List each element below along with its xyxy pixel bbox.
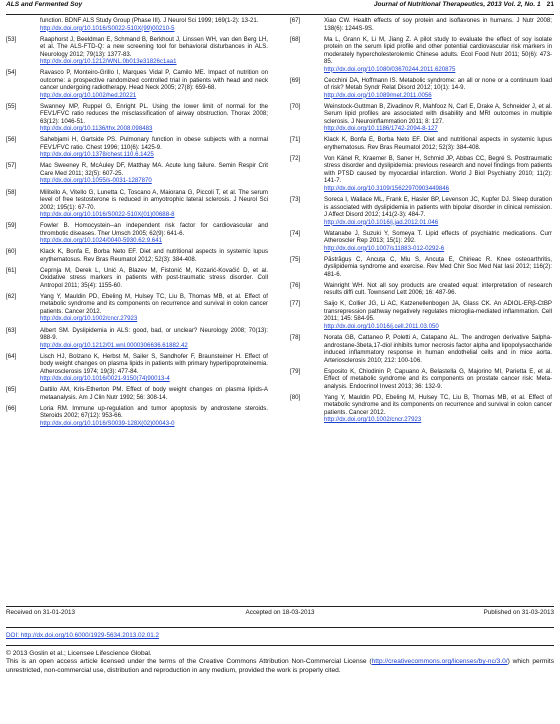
- reference-item: [290, 256, 552, 279]
- reference-text: Xiao CW. Health effects of soy protein and isoflavones in humans. J Nutr 2008; 138(6): 1244S-9S.: [324, 17, 552, 32]
- reference-number: [72]: [290, 154, 301, 162]
- reference-doi-link[interactable]: http://dx.doi.org/10.1378/chest.110.6.1425: [40, 151, 154, 159]
- reference-doi-link[interactable]: http://dx.doi.org/10.1016/j.jad.2012.01.046: [324, 218, 439, 226]
- reference-doi-link[interactable]: http://dx.doi.org/10.1002/hed.20221: [40, 91, 137, 99]
- reference-body: [40, 36, 268, 66]
- published-date: Published on 31-03-2013: [483, 609, 554, 616]
- reference-number: [65]: [6, 386, 17, 394]
- reference-number: [63]: [6, 326, 17, 334]
- reference-doi-link[interactable]: http://dx.doi.org/10.1016/0021-9150(74)90013-4: [40, 375, 170, 383]
- running-header: [6, 1, 554, 15]
- reference-text: Sahebjami H, Gartside PS. Pulmonary function in obese subjects with a normal FEV1/FVC ratio. Chest 1996; 110(6): 1425-9.: [40, 136, 268, 151]
- reference-item: [290, 230, 552, 253]
- reference-text: Păstrăguș C, Ancuța C, Miu S, Ancuța E, Chirieac R. Knee osteoarthritis, dyslipidemia syndrome and exercise. Rev Med Chir Soc Med Nat Iasi 2012; 116(2): 481-6.: [324, 255, 552, 278]
- reference-body: [324, 77, 552, 100]
- reference-text: Watanabe J, Suzuki Y, Someya T. Lipid effects of psychiatric medications. Curr Atheroscler Rep 2013; 15(1): 292.: [324, 229, 552, 245]
- reference-number: [61]: [6, 266, 17, 274]
- reference-text: Ma L, Grann K, Li M, Jiang Z. A pilot study to evaluate the effect of soy isolate protein on the serum lipid profile and other potential cardiovascular risk markers in moderately hypercholesterolemic Chinese adults. Ecol Food Nutr 2011; 50(6): 473-85.: [324, 35, 552, 66]
- reference-text: Ravasco P, Monteiro-Grillo I, Marques Vidal P, Camilo ME. Impact of nutrition on outcome: a prospective randomized controlled trial in patients with head and neck cancer undergoing radiotherapy. Head Neck 2005; 27(8): 659-68.: [40, 69, 268, 92]
- reference-number: [57]: [6, 162, 17, 170]
- reference-doi-link[interactable]: http://dx.doi.org/10.1016/S0022-510X(01)00688-8: [40, 211, 175, 219]
- reference-doi-link[interactable]: http://dx.doi.org/10.1186/1742-2094-8-127: [324, 125, 438, 133]
- reference-doi-link[interactable]: http://dx.doi.org/10.1007/s11883-012-0292-6: [324, 244, 445, 252]
- reference-text: Klack K, Bonfa E, Borba Neto EF. Diet and nutritional aspects in systemic lupus erythematosus. Rev Bras Reumatol 2012; 52(3): 384-408.: [40, 248, 268, 263]
- reference-body: [40, 405, 268, 428]
- reference-number: [53]: [6, 35, 17, 43]
- reference-text: Yang Y, Mauldin PD, Ebeling M, Hulsey TC, Liu B, Thomas MB, et al. Effect of metabolic syndrome and its components on recurrence and survival in colon cancer patients. Cancer 2012.: [324, 393, 552, 416]
- reference-body: [40, 386, 268, 401]
- reference-doi-link[interactable]: http://dx.doi.org/10.1016/S0022-510X(99)00210-5: [40, 24, 175, 32]
- reference-body: [324, 256, 552, 279]
- reference-item: [6, 405, 268, 428]
- reference-body: [324, 230, 552, 253]
- reference-item: [290, 17, 552, 32]
- reference-item: [6, 267, 268, 290]
- reference-number: [66]: [6, 404, 17, 412]
- reference-body: [324, 282, 552, 297]
- reference-text: Klack K, Bonfa E, Borba Neto EF. Diet and nutritional aspects in systemic lupus erythematosus. Rev Bras Reumatol 2012; 52(3): 384-408.: [324, 136, 552, 151]
- reference-text: Militello A, Vitello G, Lunetta C, Toscano A, Maiorana G, Piccoli T, et al. The serum level of free testosterone is reduced in amyotrophic lateral sclerosis. J Neurol Sci 2002; 195(1): 67-70.: [40, 188, 268, 211]
- reference-number: [60]: [6, 248, 17, 256]
- article-dates: [6, 609, 554, 616]
- reference-item: [6, 293, 268, 323]
- reference-doi-link[interactable]: http://dx.doi.org/10.3109/15622970903449846: [324, 184, 450, 192]
- header-journal-info: [374, 1, 554, 14]
- reference-number: [67]: [290, 17, 301, 24]
- reference-doi-link[interactable]: http://dx.doi.org/10.1212/01.wnl.0000306636.61882.42: [40, 341, 188, 349]
- reference-doi-link[interactable]: http://dx.doi.org/10.1016/S0039-128X(02)00043-0: [40, 419, 175, 427]
- reference-body: [40, 69, 268, 99]
- reference-body: [324, 368, 552, 391]
- reference-body: [40, 162, 268, 185]
- divider: [6, 627, 554, 628]
- reference-number: [59]: [6, 222, 17, 230]
- reference-body: [324, 17, 552, 32]
- license-text-start: This is an open access article licensed under the terms of the Creative Commons Attribution Non-Commercial License (: [6, 658, 372, 666]
- reference-body: [324, 300, 552, 330]
- reference-number: [80]: [290, 393, 301, 401]
- reference-text: Weinstock-Guttman B, Zivadinov R, Mahfooz N, Carl E, Drake A, Schneider J, et al. Serum lipid profiles are associated with disability and MRI outcomes in multiple sclerosis. J Neuroinflammation 2011; 8: 127.: [324, 102, 552, 125]
- reference-text: Esposito K, Chiodinin P, Capuano A, Belastella G, Majorino MI, Parietta E, et al. Effect of metabolic syndrome and its components on prostate cancer risk: Meta-analysis. Endocrinol Invest 2013; 36: 132-9.: [324, 367, 552, 390]
- reference-item: [6, 248, 268, 263]
- received-date: Received on 31-01-2013: [6, 609, 75, 616]
- license-link[interactable]: http://creativecommons.org/licenses/by-nc/3.0/: [371, 658, 508, 666]
- reference-item: [6, 69, 268, 99]
- header-short-title: ALS and Fermented Soy: [6, 1, 83, 8]
- reference-body: [324, 155, 552, 193]
- reference-text: Fowler B. Homocystein--an independent risk factor for cardiovascular and thrombotic diseases. Ther Umsch 2005; 62(9): 641-6.: [40, 222, 268, 237]
- reference-text: Von Känel R, Kraemer B, Saner H, Schmid JP, Abbas CC, Begré S. Posttraumatic stress disorder and dyslipidemia: previous research and novel findings from patients with PTSD caused by myocardial infarction. World J Biol Psychiatry 2010; 11(2): 141-7.: [324, 154, 552, 185]
- reference-column-right: [290, 17, 552, 427]
- doi-link[interactable]: DOI: http://dx.doi.org/10.6000/1929-5634.2013.02.01.2: [6, 632, 159, 639]
- reference-item: [290, 196, 552, 226]
- reference-doi-link[interactable]: http://dx.doi.org/10.1080/03670244.2011.620875: [324, 65, 456, 73]
- reference-text: Loria RM. Immune up-regulation and tumor apoptosis by androstene steroids. Steroids 2002; 67(12): 953-66.: [40, 404, 268, 420]
- reference-number: [79]: [290, 367, 301, 375]
- reference-body: [324, 196, 552, 226]
- reference-text: Cecchini DA, Hoffmann IS. Metabolic syndrome: an all or none or a continuum load of risk? Metab Syndr Relat Disord 2012; 10(1): 14-9.: [324, 76, 552, 92]
- reference-doi-link[interactable]: http://dx.doi.org/10.1136/thx.2008.098483: [40, 125, 153, 133]
- reference-text: Wainright WH. Not all soy products are created equal: interpretation of research results diffi cult. Townsend Lett 2006; 16: 487-96.: [324, 281, 552, 297]
- reference-text: Norata GB, Cattaneo P, Poletti A, Catapano AL. The androgen derivative 5alpha-androstane-3beta,17-diol inhibits tumor necrosis factor alpha and lipopolysaccharide induced inflammatory response in human endothelial cells and in mice aorta. Arteriosclerosis 2010; 212: 100-106.: [324, 334, 552, 364]
- reference-item: [290, 300, 552, 330]
- reference-item: [6, 386, 268, 401]
- reference-doi-link[interactable]: http://dx.doi.org/10.1212/WNL.0b013e31826c1aa1: [40, 58, 177, 66]
- reference-doi-link[interactable]: http://dx.doi.org/10.1089/met.2011.0056: [324, 91, 432, 99]
- reference-number: [64]: [6, 352, 17, 360]
- reference-doi-link[interactable]: http://dx.doi.org/10.1016/j.cell.2011.03.050: [324, 322, 439, 330]
- reference-number: [75]: [290, 255, 301, 263]
- reference-text: Saijo K, Collier JG, Li AC, Katzenellenbogen JA, Glass CK. An ADIOL-ERβ-CtBP transrepression pathway negatively regulates microglia-mediated inflammation. Cell 2011; 145: 584-95.: [324, 300, 552, 323]
- reference-number: [56]: [6, 136, 17, 144]
- page-number: 21: [546, 1, 554, 8]
- reference-body: [40, 293, 268, 323]
- reference-text: Raaphorst J, Beeldman E, Schmand B, Berkhout J, Linssen WH, van den Berg LH, et al. The ALS-FTD-Q: a new screening tool for behavioral disturbances in ALS. Neurology 2012; 79(13): 1377-83.: [40, 35, 268, 58]
- reference-body: [40, 327, 268, 350]
- reference-text: Yang Y, Mauldin PD, Ebeling M, Hulsey TC, Liu B, Thomas MB, et al. Effect of metabolic syndrome and its components on recurrence and survival in colon cancer patients. Cancer 2012.: [40, 292, 268, 315]
- reference-text: Soreca I, Wallace ML, Frank E, Hasler BP, Levenson JC, Kupfer DJ. Sleep duration is associated with dyslipidemia in patients with bipolar disorder in clinical remission. J Affect Disord 2012; 141(2-3): 484-7.: [324, 196, 552, 219]
- reference-body: [40, 222, 268, 245]
- reference-number: [62]: [6, 292, 17, 300]
- reference-body: [324, 36, 552, 74]
- reference-item: [290, 155, 552, 193]
- reference-item: [290, 368, 552, 391]
- reference-number: [58]: [6, 188, 17, 196]
- reference-number: [73]: [290, 196, 301, 204]
- reference-text: Mac Sweeney R, McAuley DF, Matthay MA. Acute lung failure. Semin Respir Crit Care Med 2011; 32(5): 607-25.: [40, 162, 268, 177]
- reference-number: [6, 17, 40, 32]
- reference-text: function. BDNF ALS Study Group (Phase III). J Neurol Sci 1999; 169(1-2): 13-21.: [40, 17, 259, 24]
- reference-number: [54]: [6, 69, 17, 77]
- reference-number: [68]: [290, 35, 301, 43]
- reference-doi-link[interactable]: http://dx.doi.org/10.1055/s-0031-1287870: [40, 177, 152, 185]
- license-text: [6, 658, 554, 675]
- article-doi: [6, 632, 159, 639]
- reference-item: [6, 136, 268, 159]
- license-block: [6, 650, 554, 675]
- reference-item: [6, 327, 268, 350]
- reference-body: [324, 136, 552, 151]
- reference-body: [40, 267, 268, 290]
- reference-number: [77]: [290, 300, 301, 308]
- reference-doi-link[interactable]: http://dx.doi.org/10.1002/cncr.27923: [324, 416, 422, 424]
- reference-item: [6, 17, 268, 32]
- reference-item: [6, 353, 268, 383]
- reference-number: [74]: [290, 229, 301, 237]
- reference-body: [40, 103, 268, 133]
- reference-item: [290, 77, 552, 100]
- reference-text: Swanney MP, Ruppel G, Enright PL. Using the lower limit of normal for the FEV1/FVC ratio reduces the misclassification of airway obstruction. Thorax 2008; 63(12): 1046-51.: [40, 102, 268, 125]
- reference-number: [55]: [6, 102, 17, 110]
- reference-body: [40, 248, 268, 263]
- reference-column-left: [6, 17, 268, 431]
- reference-number: [71]: [290, 136, 301, 144]
- license-text-end: ) which permits unrestricted, non-commercial use, distribution and reproduction in any medium, provided the work is properly cited.: [6, 658, 554, 674]
- reference-body: [324, 103, 552, 133]
- reference-number: [69]: [290, 76, 301, 84]
- divider: [6, 645, 554, 646]
- reference-text: Ceprnja M, Derek L, Unić A, Blazev M, Fistonić M, Kozarić-Kovačić D, et al. Oxidative stress markers in patients with post-traumatic stress disorder. Coll Antropol 2011; 35(4): 1155-60.: [40, 266, 268, 289]
- header-journal: Journal of Nutritional Therapeutics, 2013 Vol. 2, No. 1: [373, 1, 541, 8]
- reference-text: Dattilo AM, Kris-Etherton PM. Effect of body weight changes on plasma lipids-A metaanalysis. Am J Clin Nutr 1992; 56: 308-14.: [40, 386, 268, 401]
- reference-item: [290, 394, 552, 424]
- reference-text: Albert SM. Dyslipidemia in ALS: good, bad, or unclear? Neurology 2008; 70(13): 988-9.: [40, 326, 268, 342]
- reference-item: [290, 282, 552, 297]
- reference-doi-link[interactable]: http://dx.doi.org/10.1024/0040-5930.62.9.641: [40, 237, 162, 245]
- reference-body: [40, 17, 268, 32]
- reference-item: [290, 36, 552, 74]
- reference-item: [6, 103, 268, 133]
- reference-text: Lisch HJ, Bolzano K, Herbst M, Sailer S, Sandhofer F, Braunsteiner H. Effect of body weight changes on plasma lipids in patients with primary hyperlipoproteinemia. Atherosclerosis 1974; 19(3): 477-84.: [40, 352, 268, 375]
- reference-number: [76]: [290, 281, 301, 289]
- reference-item: [290, 103, 552, 133]
- reference-item: [6, 222, 268, 245]
- reference-doi-link[interactable]: http://dx.doi.org/10.1002/cncr.27923: [40, 315, 138, 323]
- reference-body: [324, 394, 552, 424]
- reference-item: [6, 162, 268, 185]
- reference-item: [6, 189, 268, 219]
- reference-number: [70]: [290, 102, 301, 110]
- reference-number: [78]: [290, 334, 301, 342]
- reference-item: [290, 334, 552, 364]
- reference-item: [6, 36, 268, 66]
- copyright-line: © 2013 Goslin et al.; Licensee Lifescience Global.: [6, 650, 152, 657]
- reference-body: [40, 353, 268, 383]
- reference-body: [40, 189, 268, 219]
- accepted-date: Accepted on 18-03-2013: [245, 609, 315, 616]
- reference-body: [40, 136, 268, 159]
- reference-item: [290, 136, 552, 151]
- reference-body: [324, 334, 552, 364]
- divider: [6, 606, 554, 607]
